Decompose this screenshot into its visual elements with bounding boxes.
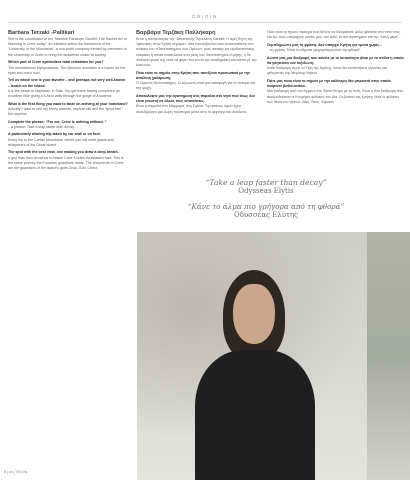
answer: ...τη φράση “Κάνε τα άλματα γρηγορότερα από την φθορά”. (267, 48, 362, 53)
answer: The mountainous Mylopotamos. The Almonos mountain is a haven for the spirit and one’s soul. (8, 65, 126, 75)
question: Αποκαλύψτε μας την αγαπημένη σας παραλία στο νησί που ίσως δεν είναι γνωστή σε όλους τους επισκέπτες. (136, 94, 256, 104)
english-column (8, 30, 128, 480)
section-label: ORIGIN (192, 14, 218, 19)
answer: It is the beach in Mantalas, in Sitia. You get there having completed an excellent hike going a 3-hour walk through the gorge of Anadena. (8, 88, 120, 99)
quote-english: “Take a leap faster than decay” (205, 178, 327, 187)
english-heading: Barbara Terzaki -Pallikari (8, 30, 75, 36)
quote-greek-author: Οδυσσέας Ελύτης (233, 211, 299, 219)
english-qa-list (8, 60, 128, 171)
photo-body (195, 350, 315, 480)
answer: Μια διαδρομή από τον Αρμενό στο Ιδαίον Άντρο με το πόδι. Είναι η ίδια διαδρομή που ακολουθούσαν οι Κουρήτες φύλακες του Δία. Οι βοσκοί της Κρήτης είναι οι φύλακες των θεών του νησιού: Δίας, Θεός, Χριστός. (267, 89, 404, 104)
answer: ...a phrase: Take a leap faster than decay. (8, 124, 75, 129)
question: What is the first thing you want to taste on arriving at your homeland? (8, 101, 128, 106)
english-intro: She is the coordinator of the “Maurice Panalope Gandhi: The Sacred Art of Weaving in Crete today”. An initiative within the framework of the “University of the Mountains”, a non-profit company formed by members of the University of Crete to bring the academia closer to society. (8, 37, 127, 57)
greek-intro: Είναι η συντονίστρια της “Αποστολής Πηνελόπη Gandhi: Η Ιερή Τέχνη της Υφαντικής στην Κρήτη σήμερα». Μια πρωτοβουλία που αναπτύσσεται στο πλαίσιο του «Πανεπιστημίου των Ορέων», μιας αστικής μη κερδοσκοπικής εταιρείας η οποία αποτελείται από μέλη του Πανεπιστημίου Κρήτης, η δε ιδιαίτερη φύση της είναι να φέρει πιο κοντά την ακαδημαϊκή κοινότητα με την κοινωνία. (136, 37, 257, 68)
greek-continued-intro: Ποιο είναι το πρώτο πράγμα που θέλετε να δοκιμάσετε μόλις φθάνετε στο τόπο σας; Να δω τους υπέροχους γονείς μου, τον καλό το πιο αγαπημένο και την “καλή μέρα”. (267, 30, 401, 40)
question: Δώστε μας μια διαδρομή που κάνετε με το αυτοκίνητο ή/και με τα πόδια η οποία θα γοητεύσει τον ταξιδιώτη. (267, 55, 404, 65)
portrait-photo (137, 232, 410, 480)
question: Which part of Crete symbolizes total relaxation for you? (8, 60, 104, 65)
question: Tell us which one is your favorite – and perhaps not very well-known – beach on the island. (8, 78, 126, 88)
answer: A guy man from Armenos to Idaion Cave Kokkini Anastasion fuss. This is the same journey the Kouretes guardians made. The shepherds of Crete are the guardians of the island’s gods Zeus, God, Christ. (8, 155, 124, 171)
question: Ποιο είναι το σημείο στην Κρήτη που ταυτίζεται προσωπικά με την απόλυτη χαλάρωση; (136, 70, 250, 81)
answer: Every trip to the Cretan Mountains, where you will meet giants and whisperers of the Great Island. (8, 137, 114, 147)
quote-english-author: Odysseas Elytis (238, 187, 294, 195)
photo-face (233, 284, 275, 344)
greek-column-continued (267, 30, 404, 260)
answer: Actually I want to see my lovely parents, capture silk and the “good feel”, the nephew. (8, 106, 124, 117)
question: A particularly alluring trip taken by car and/ or on foot. (8, 132, 101, 137)
answer: Είναι η παραλία στο Μάρμαρα, στη Σητεία. Την φτάνεις αφού έχεις ολοκληρώσει μια 3ωρη πεζοπορία μέσα από το φαράγγι του Ανάδενα. (136, 104, 247, 114)
answer: Ο Ορεινός Μυλοπόταμος. Ο Αλμωνός είναι μια καταφυγή για το πνεύμα και την ψυχή. (136, 81, 256, 91)
answer: Κάθε διαδρομή προς τα Όρη της Κρήτης, όπου θα συναντήσεις γίγαντες και ψιθυριστές της Μεγάλης Νήσου. (267, 66, 387, 76)
page-footer: 8 | xx | TM | hk (4, 470, 28, 474)
question: Complete the phrase: “For me, Crete is nothing without..” (8, 119, 107, 124)
pull-quote (180, 178, 352, 220)
greek-heading: Βαρβάρα Τερζάκη Παλλήκαρη (136, 30, 216, 36)
quote-greek: “Κάνε το άλμα πιο γρήγορα από τη φθορά” (187, 202, 345, 211)
question: Πείτε μας ποιο είναι το σημείο με την καλύτερη θέα μπροστά στην οποία παίρνετε βαθιά ανάσα. (267, 79, 391, 89)
header-rule (8, 22, 402, 23)
photo-plant (367, 232, 410, 480)
question: The spot with the best view, one making you draw a deep breath. (8, 150, 119, 155)
question: Συμπληρώστε μας τη φράση: Δεν υπάρχει Κρήτη για εμένα χωρίς... (267, 43, 383, 47)
